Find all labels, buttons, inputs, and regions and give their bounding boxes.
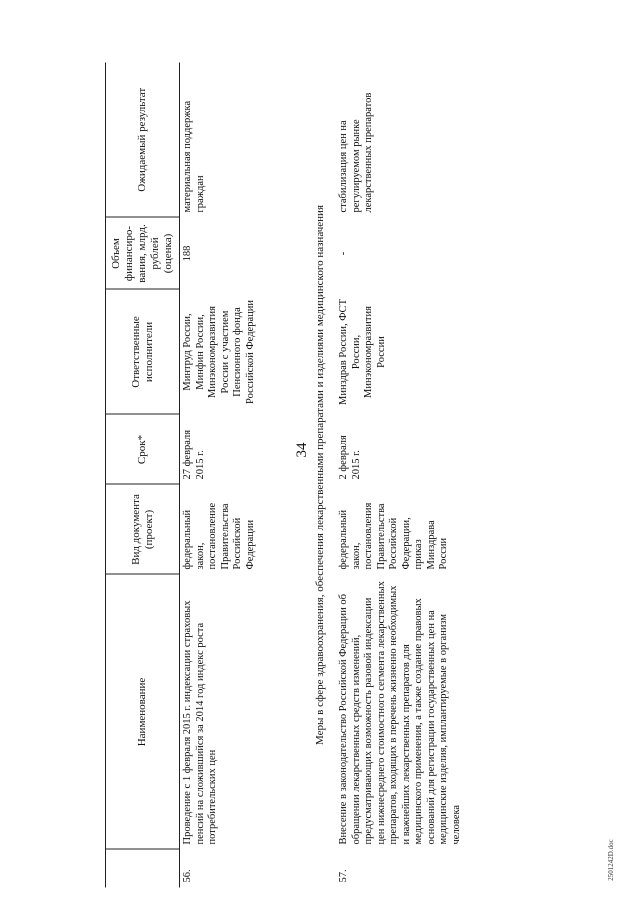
row-deadline: 27 февраля 2015 г. [182, 429, 206, 480]
section-title-row [308, 63, 334, 888]
header-num [106, 850, 180, 888]
header-funding: Объем финансиро-вания, млрд. рублей (оценка) [106, 218, 180, 290]
row-deadline: 2 февраля 2015 г. [338, 435, 362, 480]
table-header-row [106, 63, 180, 888]
header-doc-type: Вид документа (проект) [106, 485, 180, 575]
table-row [334, 63, 465, 888]
header-executors: Ответственные исполнители [106, 290, 180, 415]
header-result: Ожидаемый результат [106, 63, 180, 218]
row-result: стабилизация цен на регулируемом рынке лекарственных препаратов [338, 92, 374, 213]
row-number: 56. [182, 869, 193, 883]
page-number: 34 [294, 442, 310, 458]
document-code: 2501242D.doc [607, 839, 615, 881]
row-result: материальная поддержка граждан [182, 100, 206, 213]
row-funding: - [338, 251, 349, 256]
row-name: Проведение с 1 февраля 2015 г. индексации страховых пенсий на сложившийся за 2014 год индекс роста потребительских цен [182, 600, 218, 845]
rotated-table-container [105, 63, 585, 888]
row-executors: Минтруд России, Минфин России, Минэкономразвития России с участием Пенсионного фонда Российской Федерации [182, 300, 256, 404]
header-name: Наименование [106, 575, 180, 850]
row-funding: 188 [182, 245, 193, 262]
table-row [180, 63, 309, 888]
section-title: Меры в сфере здравоохранения, обеспечения лекарственными препаратами и изделиями медицинского назначения [314, 204, 326, 746]
row-doc-type: федеральный закон, постановление Правительства Российской Федерации [182, 502, 256, 570]
row-number: 57. [338, 869, 349, 883]
row-name: Внесение в законодательство Российской Федерации об обращении лекарственных средств изменений, предусматривающих возможность разовой индексации цен нижнесреднего стоимостного сегмента лекарственных препаратов, входящих в перечень жизненно необходимых и важнейших лекарственных препаратов для медицинского применения, а также создание правовых оснований для регистрации государственных цен на медицинские изделия, имплантируемые в организм человека [338, 581, 462, 845]
measures-table [105, 63, 465, 888]
row-executors: Минздрав России, ФСТ России, Минэкономразвития России [338, 299, 387, 405]
row-doc-type: федеральный закон, постановления Правительства Российской Федерации, приказ Минздрава России [338, 502, 449, 570]
header-deadline: Срок* [106, 415, 180, 485]
